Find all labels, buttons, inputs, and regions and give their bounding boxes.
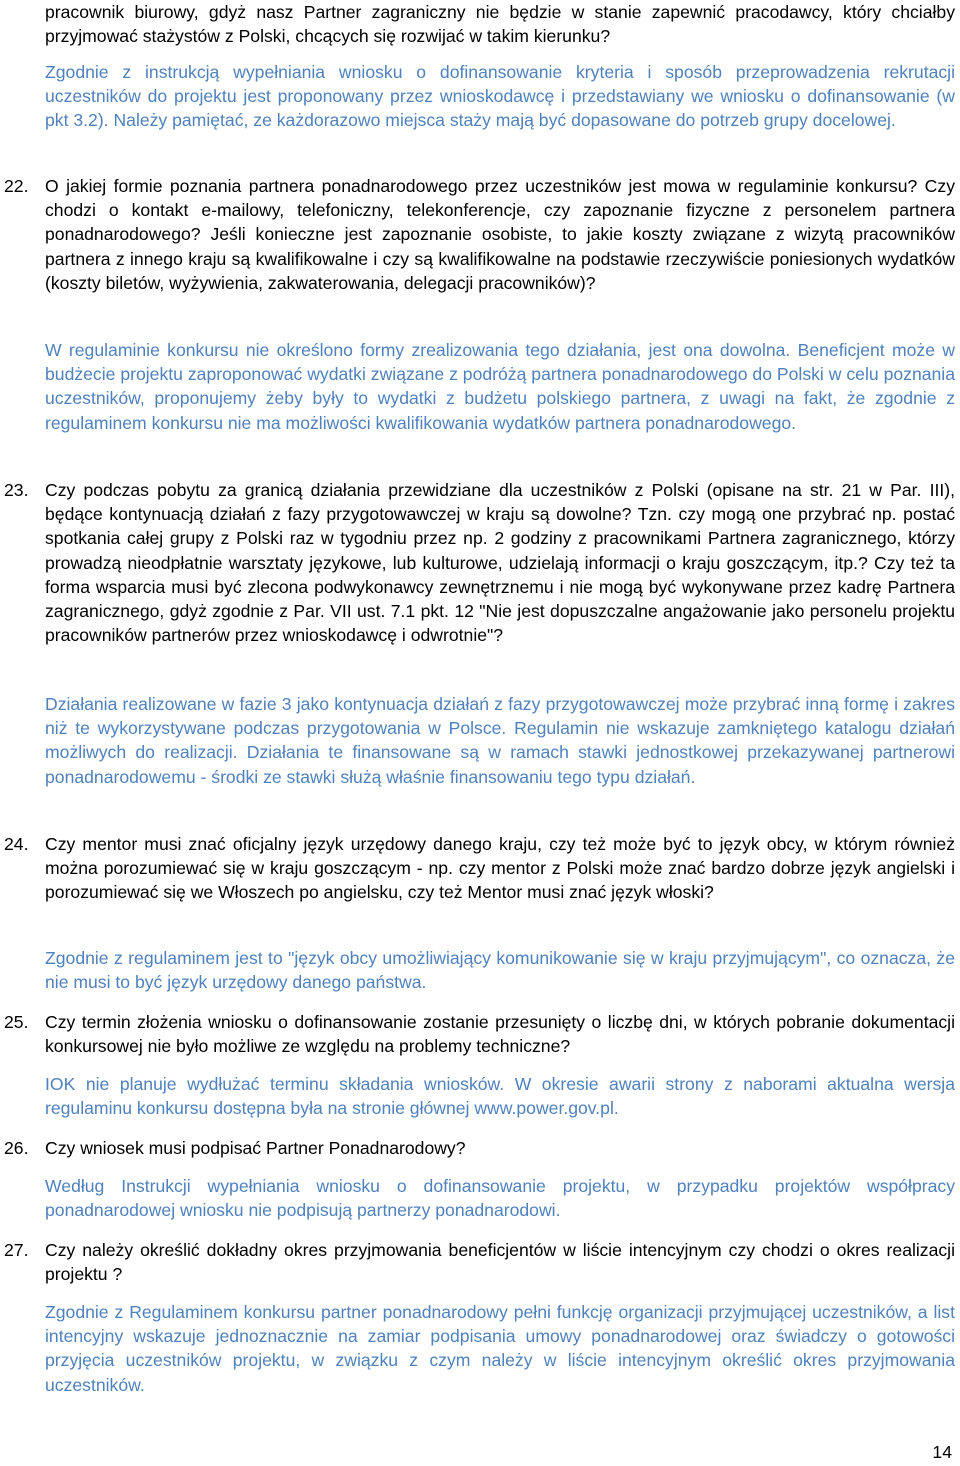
answer-text: Zgodnie z regulaminem jest to "język obcy umożliwiający komunikowanie się w kraju przyjmującym", co oznacza, że nie musi to być język urzędowy danego państwa. — [45, 948, 955, 993]
question-text: Czy podczas pobytu za granicą działania przewidziane dla uczestników z Polski (opisane na str. 21 w Par. III), będące kontynuacją działań z fazy przygotowawczej w kraju są dowolne? Tzn. czy mogą one przybrać np. postać spotkania całej grupy z Polski raz w tygodniu przez np. 2 godziny z pracownikami Partnera zagranicznego, którzy prowadzą nieodpłatnie warsztaty językowe, lub kulturowe, udzielają informacji o kraju goszczącym, itp.? Czy też ta forma wsparcia musi być zlecona podwykonawcy zewnętrznemu i nie mogą być wykonywane przez kadrę Partnera zagranicznego, gdyż zgodnie z Par. VII ust. 7.1 pkt. 12 "Nie jest dopuszczalne angażowanie jako personelu projektu pracowników partnerów przez wnioskodawcę i odwrotnie"? — [45, 480, 955, 646]
question-number: 23. — [4, 480, 29, 500]
question-text: Czy termin złożenia wniosku o dofinansowanie zostanie przesunięty o liczbę dni, w których pobranie dokumentacji konkursowej nie było możliwe ze względu na problemy techniczne? — [45, 1012, 955, 1057]
question-text: Czy należy określić dokładny okres przyjmowania beneficjentów w liście intencyjnym czy chodzi o okres realizacji projektu ? — [45, 1240, 955, 1285]
question-number: 27. — [4, 1240, 29, 1260]
question-text: Czy mentor musi znać oficjalny język urzędowy danego kraju, czy też może być to język obcy, w którym również można porozumiewać się w kraju goszczącym - np. czy mentor z Polski może znać bardzo dobrze język angielski i porozumiewać się we Włoszech po angielsku, czy też Mentor musi znać język włoski? — [45, 834, 955, 903]
question-continuation: pracownik biurowy, gdyż nasz Partner zagraniczny nie będzie w stanie zapewnić pracodawcy, który chciałby przyjmować stażystów z Polski, chcących się rozwijać w takim kierunku? — [45, 2, 955, 47]
answer-text: IOK nie planuje wydłużać terminu składania wniosków. W okresie awarii strony z naborami aktualna wersja regulaminu konkursu dostępna była na stronie głównej www.power.gov.pl. — [45, 1074, 955, 1119]
page-number: 14 — [932, 1442, 952, 1462]
answer-text: W regulaminie konkursu nie określono formy zrealizowania tego działania, jest ona dowolna. Beneficjent może w budżecie projektu zaproponować wydatki związane z podróżą partnera ponadnarodowego do Polski w celu poznania uczestników, proponujemy żeby były to wydatki z budżetu polskiego partnera, z uwagi na fakt, że zgodnie z regulaminem konkursu nie ma możliwości kwalifikowania wydatków partnera ponadnarodowego. — [45, 340, 955, 433]
question-number: 24. — [4, 834, 29, 854]
question-text: O jakiej formie poznania partnera ponadnarodowego przez uczestników jest mowa w regulaminie konkursu? Czy chodzi o kontakt e-mailowy, telefoniczny, telekonferencje, czy zapoznanie fizyczne z personelem partnera ponadnarodowego? Jeśli konieczne jest zapoznanie osobiste, to jakie koszty związane z wizytą pracowników partnera z innego kraju są kwalifikowalne i czy są kwalifikowalne na podstawie rzeczywiście poniesionych wydatków (koszty biletów, wyżywienia, zakwaterowania, delegacji pracowników)? — [45, 176, 955, 293]
question-number: 25. — [4, 1012, 29, 1032]
question-text: Czy wniosek musi podpisać Partner Ponadnarodowy? — [45, 1138, 466, 1158]
answer-text: Działania realizowane w fazie 3 jako kontynuacja działań z fazy przygotowawczej może przybrać inną formę i zakres niż te wykorzystywane podczas przygotowania w Polsce. Regulamin nie wskazuje zamkniętego katalogu działań możliwych do realizacji. Działania te finansowane są w ramach stawki jednostkowej przekazywanej partnerowi ponadnarodowemu - środki ze stawki służą właśnie finansowaniu tego typu działań. — [45, 694, 955, 787]
answer-text: Według Instrukcji wypełniania wniosku o dofinansowanie projektu, w przypadku projektów współpracy ponadnarodowej wniosku nie podpisują partnerzy ponadnarodowi. — [45, 1176, 955, 1221]
answer-continuation: Zgodnie z instrukcją wypełniania wniosku o dofinansowanie kryteria i sposób przeprowadzenia rekrutacji uczestników do projektu jest proponowany przez wnioskodawcę i przedstawiany we wniosku o dofinansowanie (w pkt 3.2). Należy pamiętać, ze każdorazowo miejsca staży mają być dopasowane do potrzeb grupy docelowej. — [45, 62, 955, 131]
answer-text: Zgodnie z Regulaminem konkursu partner ponadnarodowy pełni funkcję organizacji przyjmującej uczestników, a list intencyjny wskazuje jednoznacznie na zamiar podpisania umowy ponadnarodowej oraz świadczy o gotowości przyjęcia uczestników projektu, w związku z czym należy w liście intencyjnym określić okres przyjmowania uczestników. — [45, 1302, 955, 1395]
question-number: 22. — [4, 176, 29, 196]
question-number: 26. — [4, 1138, 29, 1158]
